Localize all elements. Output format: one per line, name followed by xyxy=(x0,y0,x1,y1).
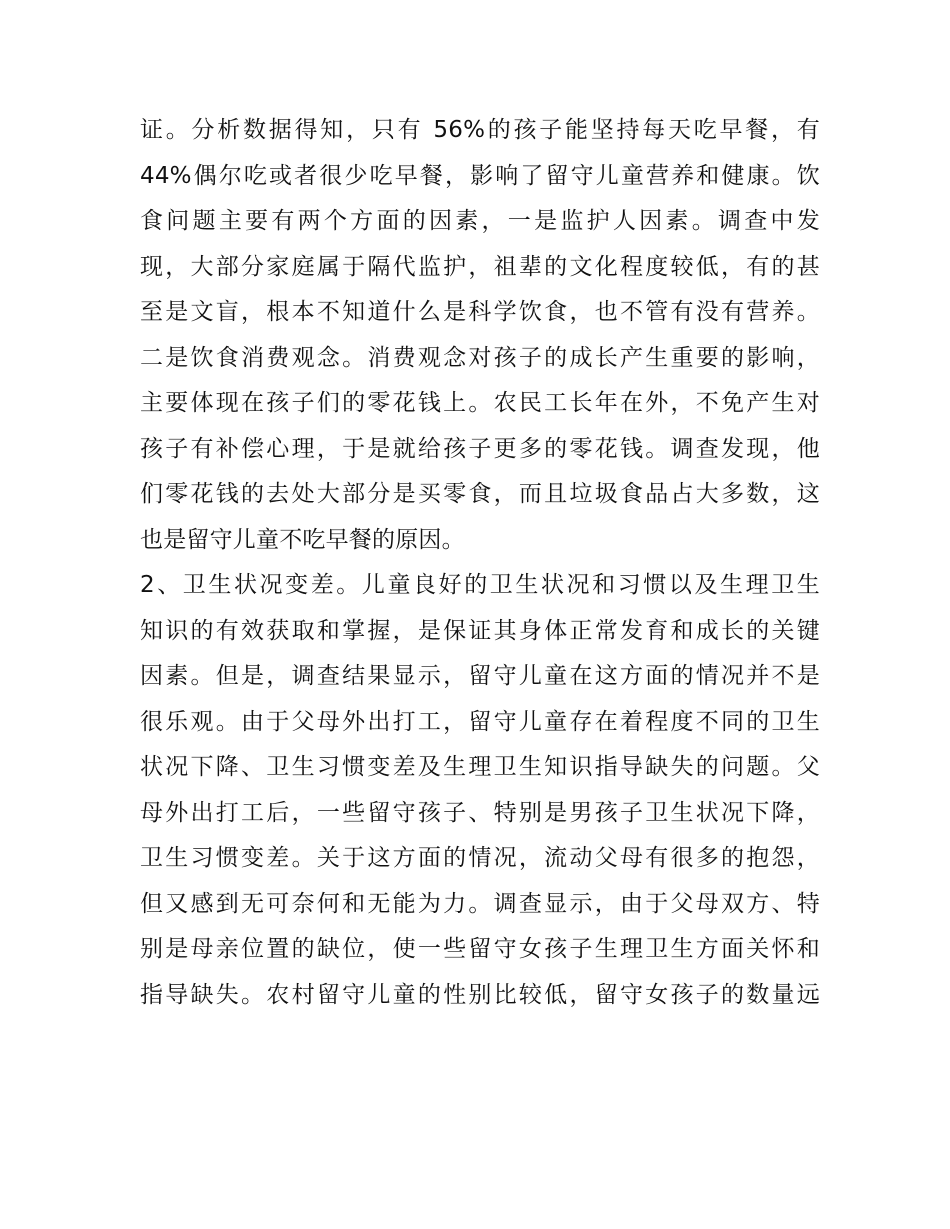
text-line: 孩子有补偿心理，于是就给孩子更多的零花钱。调查发现，他 xyxy=(140,435,820,462)
text-line: 因素。但是，调查结果显示，留守儿童在这方面的情况并不是 xyxy=(140,663,820,689)
body-text xyxy=(140,108,820,1018)
text-line: 们零花钱的去处大部分是买零食，而且垃圾食品占大多数，这 xyxy=(140,481,820,507)
text-line: 二是饮食消费观念。消费观念对孩子的成长产生重要的影响， xyxy=(140,344,820,371)
text-line: 至是文盲，根本不知道什么是科学饮食，也不管有没有营养。 xyxy=(140,299,820,325)
text-line: 别是母亲位置的缺位，使一些留守女孩子生理卫生方面关怀和 xyxy=(140,936,820,962)
text-line: 卫生习惯变差。关于这方面的情况，流动父母有很多的抱怨， xyxy=(140,845,820,871)
text-line: 但又感到无可奈何和无能为力。调查显示，由于父母双方、特 xyxy=(140,890,820,917)
text-line: 指导缺失。农村留守儿童的性别比较低，留守女孩子的数量远 xyxy=(140,981,820,1008)
text-line: 也是留守儿童不吃早餐的原因。 xyxy=(140,526,465,553)
text-line: 母外出打工后，一些留守孩子、特别是男孩子卫生状况下降， xyxy=(140,799,820,826)
text-line: 2、卫生状况变差。儿童良好的卫生状况和习惯以及生理卫生 xyxy=(140,572,820,598)
text-line: 现，大部分家庭属于隔代监护，祖辈的文化程度较低，有的甚 xyxy=(140,253,820,280)
text-line: 知识的有效获取和掌握，是保证其身体正常发育和成长的关键 xyxy=(140,617,820,644)
text-line: 主要体现在孩子们的零花钱上。农民工长年在外，不免产生对 xyxy=(140,390,820,416)
text-line: 证。分析数据得知，只有 56%的孩子能坚持每天吃早餐，有 xyxy=(140,117,820,143)
text-line: 44%偶尔吃或者很少吃早餐，影响了留守儿童营养和健康。饮 xyxy=(140,162,820,189)
text-line: 食问题主要有两个方面的因素，一是监护人因素。调查中发 xyxy=(140,208,820,234)
text-line: 很乐观。由于父母外出打工，留守儿童存在着程度不同的卫生 xyxy=(140,708,820,735)
text-line: 状况下降、卫生习惯变差及生理卫生知识指导缺失的问题。父 xyxy=(140,754,820,780)
